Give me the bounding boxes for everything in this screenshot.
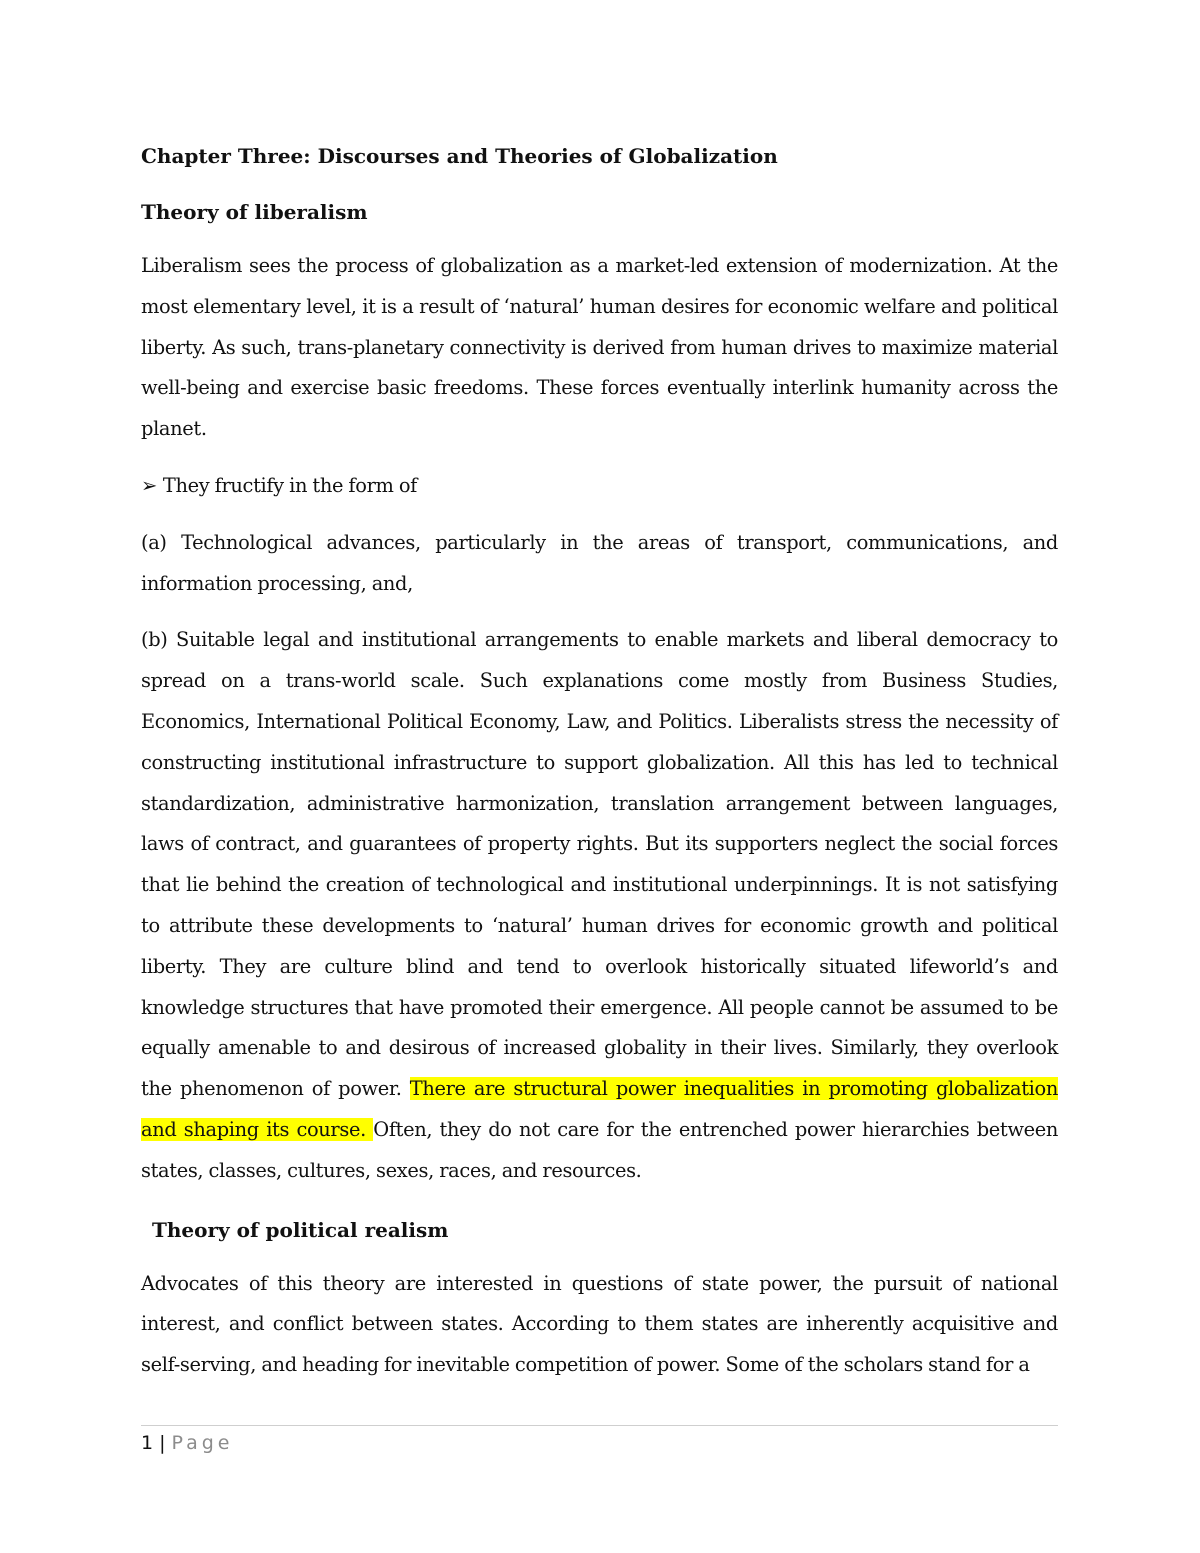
list-item-a: (a) Technological advances, particularly in the areas of transport, communications, and information processing, and, [141,530,1058,595]
arrow-bullet-icon: ➢ [141,473,157,497]
section-heading-liberalism: Theory of liberalism [141,200,368,224]
highlighted-text: There are structural power inequalities in promoting globalization and shaping its course. [141,1077,1058,1141]
footer-separator: | [159,1432,166,1454]
page-number: 1 [141,1432,154,1454]
bullet-paragraph [141,466,1058,507]
chapter-title: Chapter Three: Discourses and Theories of Globalization [141,144,778,168]
item-b-text-end: Often, they do not care for the entrenched power hierarchies between states, classes, cultures, sexes, races, and resources. [141,1117,1058,1182]
liberalism-paragraph-1: Liberalism sees the process of globalization as a market-led extension of modernization. At the most elementary level, it is a result of ‘natural’ human desires for economic welfare and political liberty. As such, trans-planetary connectivity is derived from human drives to maximize material well-being and exercise basic freedoms. These forces eventually interlink humanity across the planet. [141,254,1058,441]
realism-paragraph-1: Advocates of this theory are interested in questions of state power, the pursuit of national interest, and conflict between states. According to them states are inherently acquisitive and self-serving, and heading for inevitable competition of power. Some of the scholars stand for a [141,1271,1058,1377]
bullet-text: They fructify in the form of [162,473,418,497]
page-label: Page [171,1432,234,1454]
document-body [141,138,1058,1386]
list-item-b [141,620,1058,1191]
section-heading-political-realism: Theory of political realism [152,1217,449,1242]
page-footer [141,1432,234,1454]
item-b-text-start: (b) Suitable legal and institutional arrangements to enable markets and liberal democracy to spread on a trans-world scale. Such explanations come mostly from Business Studies, Economics, International Political Economy, Law, and Politics. Liberalists stress the necessity of constructing institutional infrastructure to support globalization. All this has led to technical standardization, administrative harmonization, translation arrangement between languages, laws of contract, and guarantees of property rights. But its supporters neglect the social forces that lie behind the creation of technological and institutional underpinnings. It is not satisfying to attribute these developments to ‘natural’ human drives for economic growth and political liberty. They are culture blind and tend to overlook historically situated lifeworld’s and knowledge structures that have promoted their emergence. All people cannot be assumed to be equally amenable to and desirous of increased globality in their lives. Similarly, they overlook the phenomenon of power. [141,628,1058,1101]
footer-divider [141,1425,1058,1426]
